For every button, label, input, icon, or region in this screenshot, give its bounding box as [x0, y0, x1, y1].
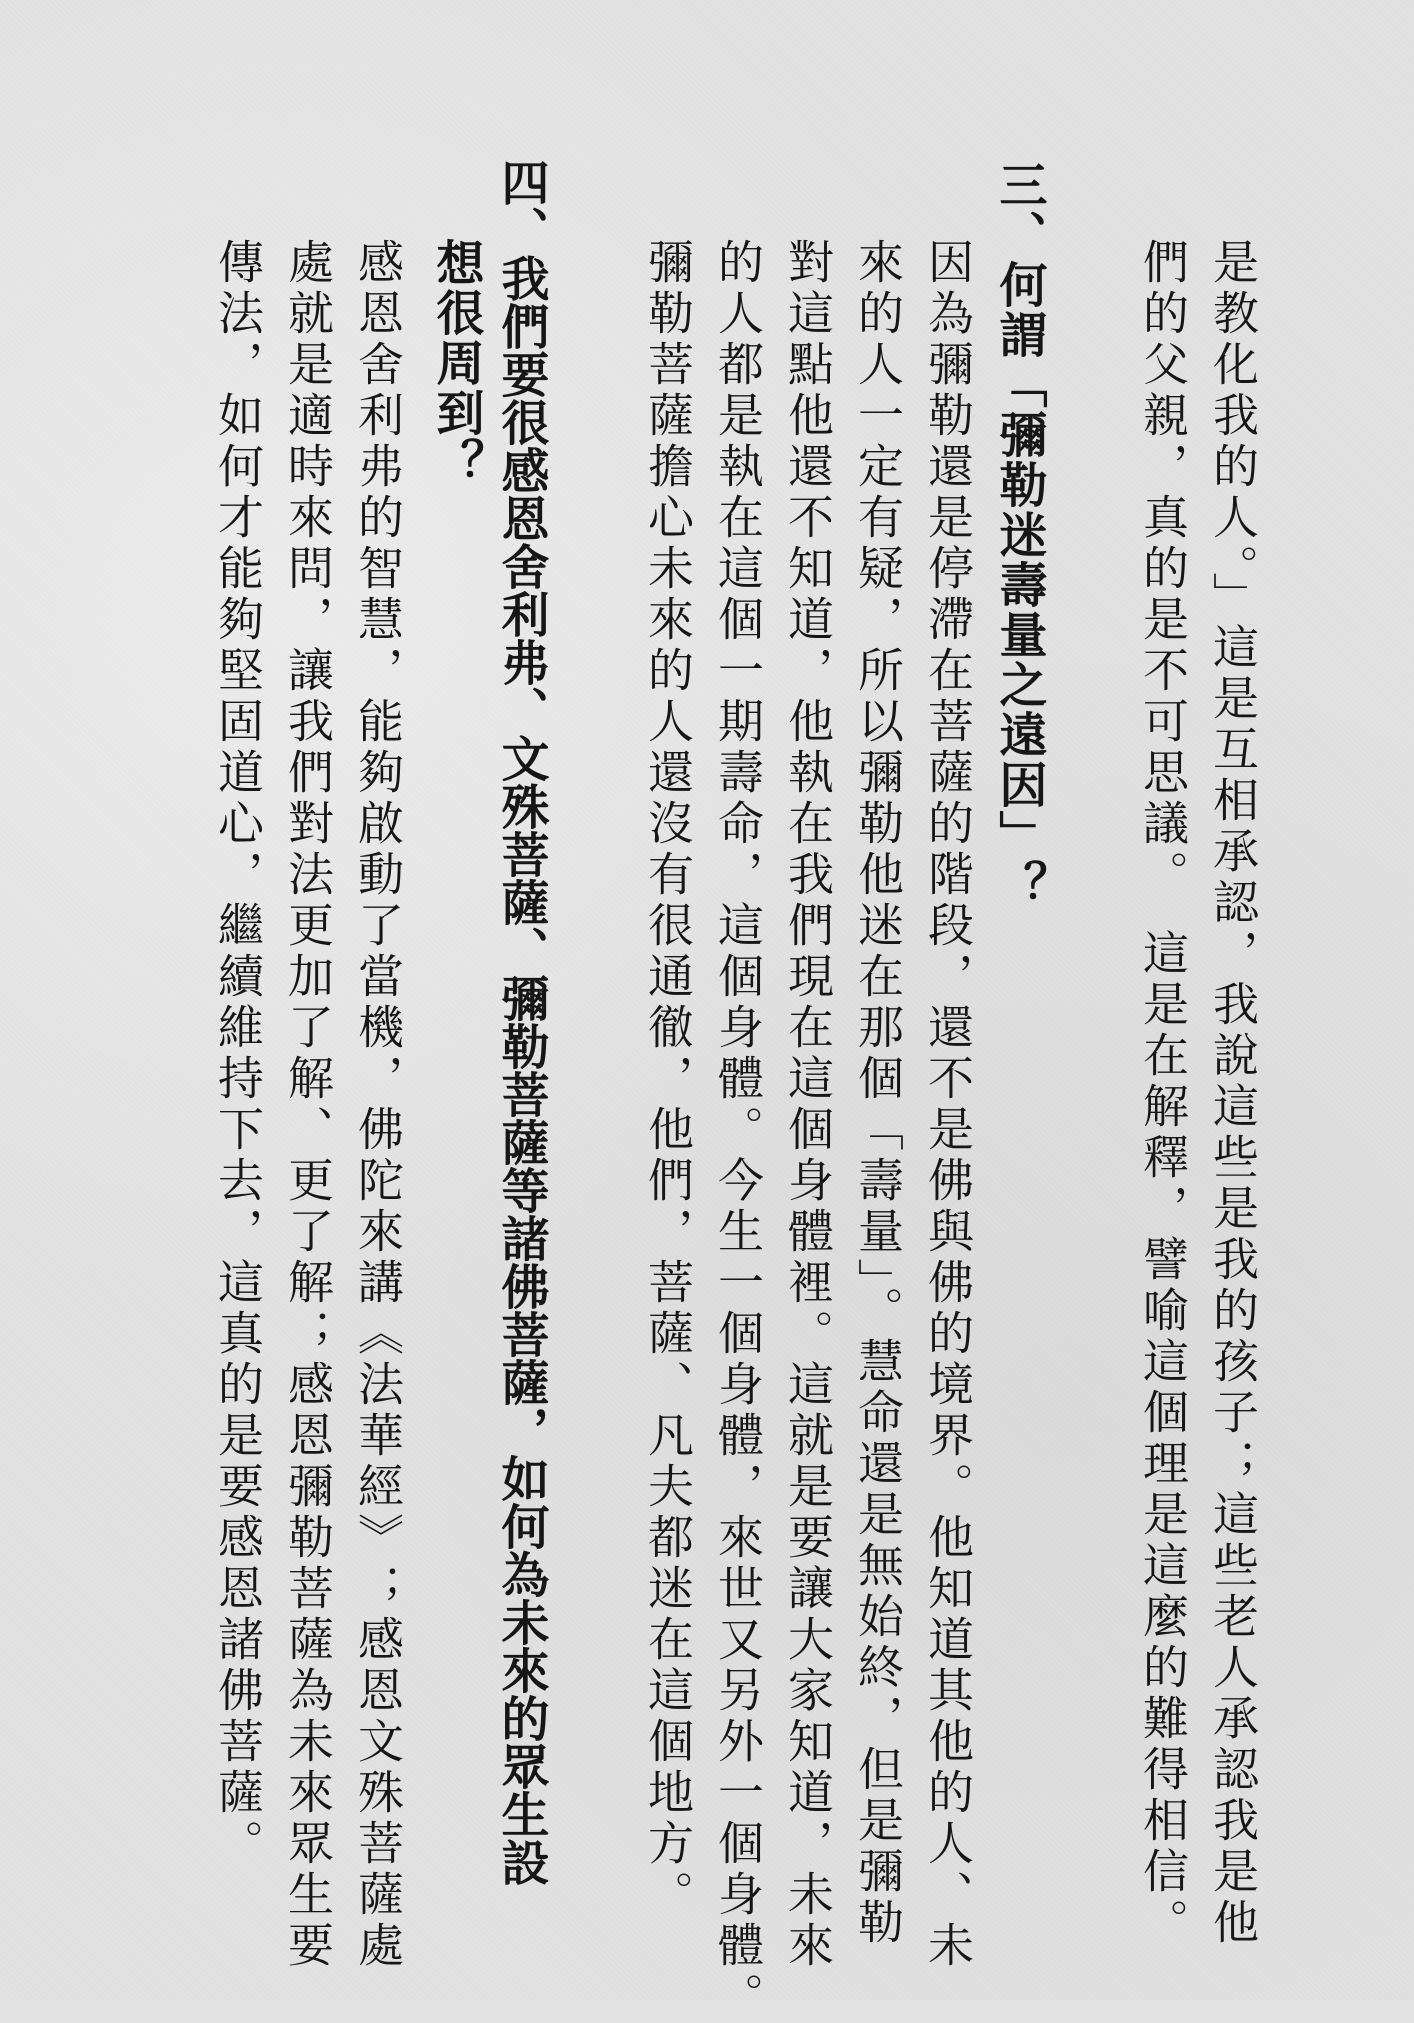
section-heading-4-continued: 想很周到？ [428, 238, 484, 488]
text-column-8: 彌勒菩薩擔心未來的人還沒有很通徹，他們，菩薩、凡夫都迷在這個地方。 [641, 238, 695, 1921]
section-heading-3: 三、何謂「彌勒迷壽量之遠因」？ [991, 160, 1047, 910]
text-column-5: 來的人一定有疑，所以彌勒他迷在那個「壽量」。慧命還是無始終，但是彌勒 [851, 238, 905, 1949]
text-column-7: 的人都是執在這個一期壽命，這個身體。今生一個身體，來世又另外一個身體。 [711, 238, 765, 2023]
text-column-1: 是教化我的人。」這是互相承認，我說這些是我的孩子；這些老人承認我是他 [1206, 238, 1260, 1949]
text-column-6: 對這點他還不知道，他執在我們現在這個身體裡。這就是要讓大家知道，未來 [781, 238, 835, 1972]
text-column-4: 因為彌勒還是停滯在菩薩的階段，還不是佛與佛的境界。他知道其他的人、未 [921, 238, 975, 1972]
text-column-2: 們的父親，真的是不可思議。 這是在解釋，譬喻這個理是這麼的難得相信。 [1136, 238, 1190, 1949]
text-column-13: 傳法，如何才能夠堅固道心，繼續維持下去，這真的是要感恩諸佛菩薩。 [211, 238, 265, 1870]
text-column-11: 感恩舍利弗的智慧，能夠啟動了當機，佛陀來講《法華經》；感恩文殊菩薩處 [351, 238, 405, 1972]
section-heading-4: 四、我們要很感恩舍利弗、文殊菩薩、彌勒菩薩等諸佛菩薩，如何為未來的眾生設 [493, 158, 549, 1886]
text-column-12: 處就是適時來問，讓我們對法更加了解、更了解；感恩彌勒菩薩為未來眾生要 [281, 238, 335, 1972]
